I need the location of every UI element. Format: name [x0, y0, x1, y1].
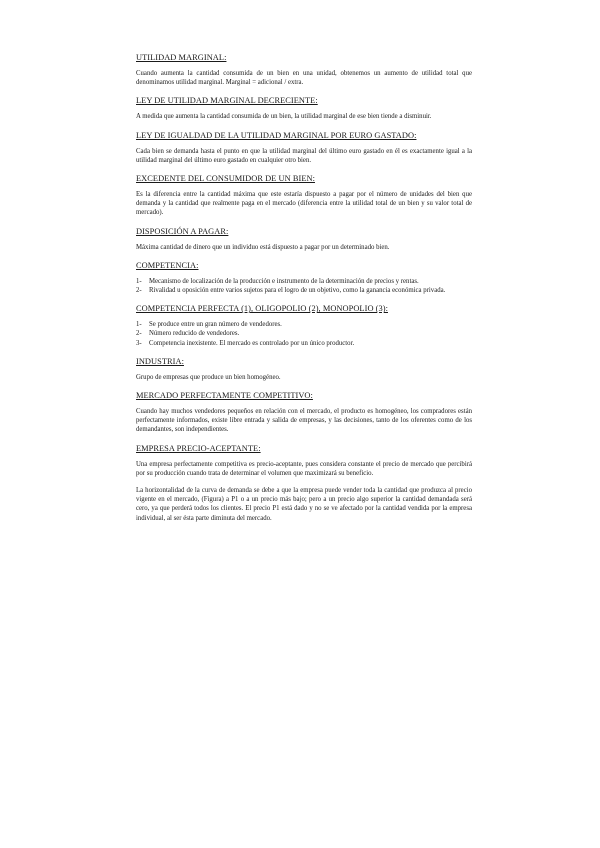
list-item-text: Se produce entre un gran número de vendedores.	[149, 321, 282, 329]
paragraph: A medida que aumenta la cantidad consumida de un bien, la utilidad marginal de ese bien tiende a disminuir.	[136, 113, 432, 121]
list-item	[136, 329, 472, 338]
numbered-list	[136, 277, 472, 295]
list-item-number: 2-	[136, 287, 142, 295]
section-heading: LEY DE IGUALDAD DE LA UTILIDAD MARGINAL POR EURO GASTADO:	[136, 130, 417, 140]
section-disposicion-pagar	[136, 226, 472, 252]
list-item-number: 1-	[136, 321, 142, 329]
section-mercado-perfectamente-competitivo	[136, 390, 472, 435]
list-item	[136, 320, 472, 329]
list-item-text: Rivalidad u oposición entre varios sujetos para el logro de un objetivo, como la ganancia económica privada.	[149, 287, 446, 295]
section-heading: UTILIDAD MARGINAL:	[136, 53, 227, 62]
section-heading: COMPETENCIA:	[136, 260, 199, 270]
section-competencia	[136, 260, 472, 295]
section-heading: LEY DE UTILIDAD MARGINAL DECRECIENTE:	[136, 96, 318, 106]
list-item-number: 2-	[136, 330, 142, 338]
paragraph: Máxima cantidad de dinero que un individuo está dispuesto a pagar por un determinado bien.	[136, 243, 390, 251]
paragraph: La horizontalidad de la curva de demanda se debe a que la empresa puede vender toda la cantidad que produzca al precio vigente en el mercado, (Figura) a P1 o a un precio más bajo; pero a un precio algo superior la cantidad demandada será cero, ya que perderá todos los clientes. El precio P1 está dado y no se ve afectado por la cantidad vendida por la empresa individual, al ser ésta parte diminuta del mercado.	[136, 487, 472, 522]
section-ley-utilidad-marginal-decreciente	[136, 95, 472, 121]
section-heading: EMPRESA PRECIO-ACEPTANTE:	[136, 443, 261, 453]
paragraph: Grupo de empresas que produce un bien homogéneo.	[136, 373, 281, 381]
section-ley-igualdad-utilidad-marginal	[136, 130, 472, 165]
list-item	[136, 286, 472, 295]
section-utilidad-marginal	[136, 52, 472, 87]
list-item-text: Número reducido de vendedores.	[149, 330, 240, 338]
list-item	[136, 277, 472, 286]
section-heading: INDUSTRIA:	[136, 356, 184, 366]
section-empresa-precio-aceptante	[136, 443, 472, 523]
paragraph: Cuando aumenta la cantidad consumida de un bien en una unidad, obtenemos un aumento de utilidad total que denominamos utilidad marginal. Marginal = adicional / extra.	[136, 70, 472, 87]
list-item-number: 1-	[136, 277, 142, 285]
list-item-number: 3-	[136, 339, 142, 347]
document-content	[136, 52, 472, 531]
section-heading: MERCADO PERFECTAMENTE COMPETITIVO:	[136, 391, 313, 401]
section-heading: DISPOSICIÓN A PAGAR:	[136, 226, 229, 236]
section-competencia-perfecta-oligopolio-monopolio	[136, 303, 472, 348]
section-industria	[136, 356, 472, 382]
section-heading: COMPETENCIA PERFECTA (1), OLIGOPOLIO (2), MONOPOLIO (3):	[136, 304, 388, 314]
paragraph: Es la diferencia entre la cantidad máxima que este estaría dispuesto a pagar por el número de unidades del bien que demanda y la cantidad que realmente paga en el mercado (diferencia entre la utilidad total de un bien y su valor total de mercado).	[136, 191, 472, 217]
paragraph: Una empresa perfectamente competitiva es precio-aceptante, pues considera constante el precio de mercado que percibirá por su producción cuando trata de determinar el volumen que maximizará su beneficio.	[136, 460, 472, 477]
paragraph: Cuando hay muchos vendedores pequeños en relación con el mercado, el producto es homogéneo, los compradores están perfectamente informados, existe libre entrada y salida de empresas, y las decisiones, tanto de los oferentes como de los demandantes, son independientes.	[136, 408, 472, 434]
list-item-text: Mecanismo de localización de la producción e instrumento de la determinación de precios y rentas.	[149, 277, 419, 285]
paragraph: Cada bien se demanda hasta el punto en que la utilidad marginal del último euro gastado en él es exactamente igual a la utilidad marginal del último euro gastado en cualquier otro bien.	[136, 147, 472, 164]
section-heading: EXCEDENTE DEL CONSUMIDOR DE UN BIEN:	[136, 174, 315, 184]
list-item	[136, 339, 472, 348]
list-item-text: Competencia inexistente. El mercado es controlado por un único productor.	[149, 339, 355, 347]
section-excedente-consumidor	[136, 173, 472, 218]
numbered-list	[136, 320, 472, 348]
